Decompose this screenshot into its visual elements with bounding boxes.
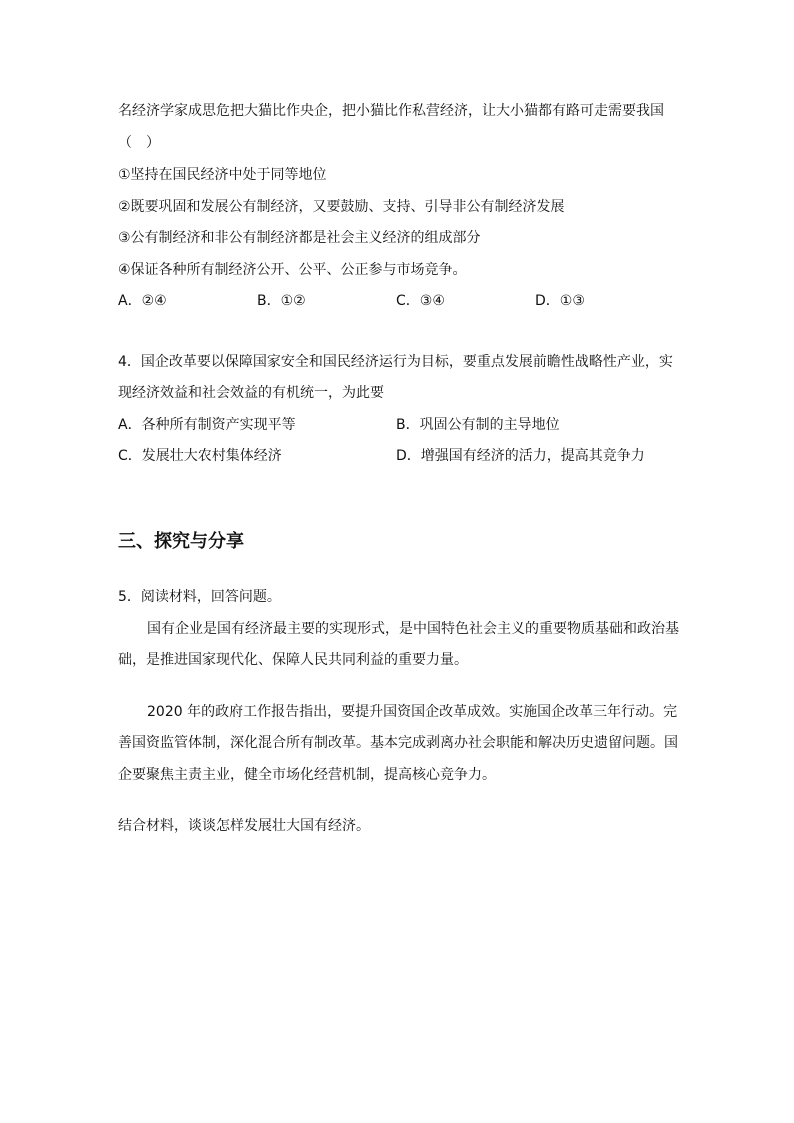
q4-option-a: A．各种所有制资产实现平等 [118,417,296,433]
q5-para2-line3: 企要聚焦主责主业，健全市场化经营机制，提高核心竞争力。 [118,767,496,783]
q3-option-b: B．①② [257,293,306,309]
q3-statement-4: ④保证各种所有制经济公开、公平、公正参与市场竞争。 [118,262,467,278]
q3-answer-blank: （ ） [118,135,160,151]
q3-option-c: C．③④ [396,293,445,309]
q3-statement-2: ②既要巩固和发展公有制经济，又要鼓励、支持、引导非公有制经济发展 [118,199,565,215]
q5-question: 结合材料，谈谈怎样发展壮大国有经济。 [118,818,370,834]
q3-statement-3: ③公有制经济和非公有制经济都是社会主义经济的组成部分 [118,230,481,246]
q5-para1-line2: 础，是推进国家现代化、保障人民共同利益的重要力量。 [118,652,468,668]
q4-option-d: D．增强国有经济的活力，提高其竞争力 [396,448,645,464]
q3-option-d: D．①③ [535,293,585,309]
q3-stem-line1: 名经济学家成思危把大猫比作央企，把小猫比作私营经济，让大小猫都有路可走需要我国 [118,103,664,119]
q4-stem-line1: 4．国企改革要以保障国家安全和国民经济运行为目标，要重点发展前瞻性战略性产业，实 [118,354,673,370]
q5-intro: 5．阅读材料，回答问题。 [118,589,281,605]
q3-statement-1: ①坚持在国民经济中处于同等地位 [118,167,327,183]
q4-option-c: C．发展壮大农村集体经济 [118,448,282,464]
q3-option-a: A．②④ [118,293,167,309]
q5-para1-line1: 国有企业是国有经济最主要的实现形式，是中国特色社会主义的重要物质基础和政治基 [147,621,679,637]
q5-para2-line2: 善国资监管体制，深化混合所有制改革。基本完成剥离办社会职能和解决历史遗留问题。国 [118,735,678,751]
section-heading: 三、探究与分享 [118,531,244,552]
q4-option-b: B．巩固公有制的主导地位 [396,417,560,433]
q5-para2-line1: 2020 年的政府工作报告指出，要提升国资国企改革成效。实施国企改革三年行动。完 [147,704,678,720]
q4-stem-line2: 现经济效益和社会效益的有机统一，为此要 [118,385,384,401]
